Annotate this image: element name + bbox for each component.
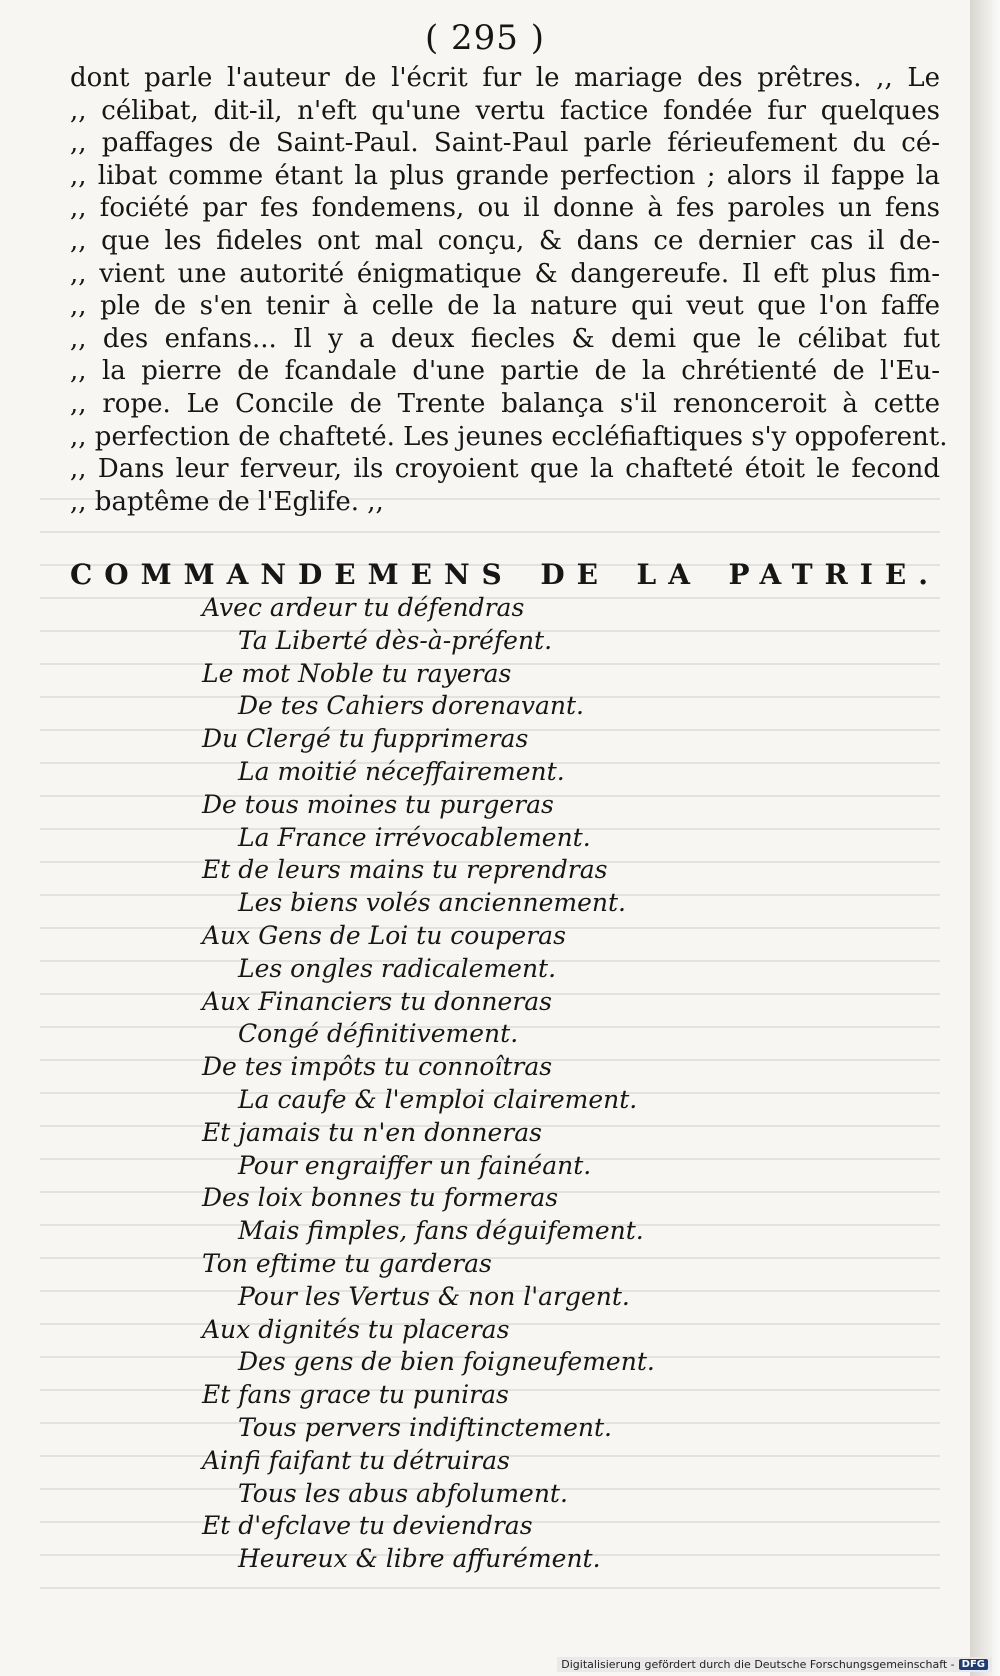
verse-line: Des loix bonnes tu formeras [202, 1183, 559, 1213]
prose-line: ,, des enfans... Il y a deux fiecles & demi que le célibat fut [70, 323, 940, 354]
prose-line: ,, vient une autorité énigmatique & dangereufe. Il eft plus fim- [70, 258, 940, 289]
verse-block [0, 592, 970, 1576]
verse-line: La moitié néceffairement. [238, 756, 565, 786]
verse-line: Heureux & libre affurément. [238, 1544, 601, 1574]
verse-line: Les ongles radicalement. [238, 953, 557, 983]
verse-line: Et fans grace tu puniras [202, 1380, 509, 1410]
verse-line: Mais fimples, fans déguifement. [238, 1216, 644, 1246]
verse-line: Et d'efclave tu deviendras [202, 1511, 533, 1541]
prose-line: ,, célibat, dit-il, n'eft qu'une vertu factice fondée fur quelques [70, 95, 940, 126]
verse-line: Les biens volés anciennement. [238, 888, 626, 918]
verse-line: Et jamais tu n'en donneras [202, 1117, 542, 1147]
verse-line: Tous pervers indiftinctement. [238, 1412, 612, 1442]
verse-line: La France irrévocablement. [238, 822, 591, 852]
digitization-footer [557, 1657, 992, 1672]
verse-line: Aux Gens de Loi tu couperas [202, 920, 566, 950]
verse-line: Ton eftime tu garderas [202, 1248, 492, 1278]
verse-line: Des gens de bien foigneufement. [238, 1347, 655, 1377]
verse-line: De tes Cahiers dorenavant. [238, 691, 584, 721]
prose-line: ,, ple de s'en tenir à celle de la nature qui veut que l'on faffe [70, 291, 940, 322]
prose-line: ,, perfection de chafteté. Les jeunes eccléfiaftiques s'y oppoferent. [70, 421, 948, 452]
verse-line: Avec ardeur tu défendras [202, 593, 525, 622]
prose-line: ,, fociété par fes fondemens, ou il donne à fes paroles un fens [70, 193, 940, 224]
prose-line: dont parle l'auteur de l'écrit fur le mariage des prêtres. ,, Le [70, 63, 940, 93]
page-edge [970, 0, 1000, 1676]
verse-line: Aux dignités tu placeras [202, 1314, 510, 1344]
prose-line: ,, rope. Le Concile de Trente balança s'il renonceroit à cette [70, 388, 940, 419]
section-heading: COMMANDEMENS DE LA PATRIE. [70, 558, 940, 591]
prose-line: ,, que les fideles ont mal conçu, & dans ce dernier cas il de- [70, 225, 940, 256]
page-number: ( 295 ) [424, 18, 546, 58]
prose-line: ,, la pierre de fcandale d'une partie de la chrétienté de l'Eu- [70, 356, 940, 387]
prose-line: ,, baptême de l'Eglife. ,, [70, 486, 384, 517]
verse-line: Pour les Vertus & non l'argent. [238, 1281, 630, 1311]
verse-line: Et de leurs mains tu reprendras [202, 855, 608, 885]
prose-line: ,, libat comme étant la plus grande perfection ; alors il fappe la [70, 160, 940, 191]
verse-line: De tous moines tu purgeras [202, 789, 554, 819]
verse-line: Pour engraiffer un fainéant. [238, 1150, 592, 1180]
prose-line: ,, paffages de Saint-Paul. Saint-Paul parle férieufement du cé- [70, 128, 940, 159]
verse-line: Du Clergé tu fupprimeras [202, 724, 529, 754]
verse-line: La caufe & l'emploi clairement. [238, 1084, 638, 1114]
verse-line: Aux Financiers tu donneras [202, 986, 552, 1016]
footer-text: Digitalisierung gefördert durch die Deutsche Forschungsgemeinschaft - [561, 1658, 955, 1671]
verse-line: Ta Liberté dès-à-préfent. [238, 625, 553, 655]
verse-line: Ainfi faifant tu détruiras [202, 1445, 510, 1475]
verse-line: De tes impôts tu connoîtras [202, 1052, 553, 1082]
verse-line: Le mot Noble tu rayeras [202, 658, 512, 688]
verse-line: Congé définitivement. [238, 1019, 519, 1049]
dfg-logo: DFG [959, 1659, 988, 1670]
prose-line: ,, Dans leur ferveur, ils croyoient que la chafteté étoit le fecond [70, 454, 940, 485]
verse-line: Tous les abus abfolument. [238, 1478, 568, 1508]
prose-paragraph [70, 62, 948, 518]
